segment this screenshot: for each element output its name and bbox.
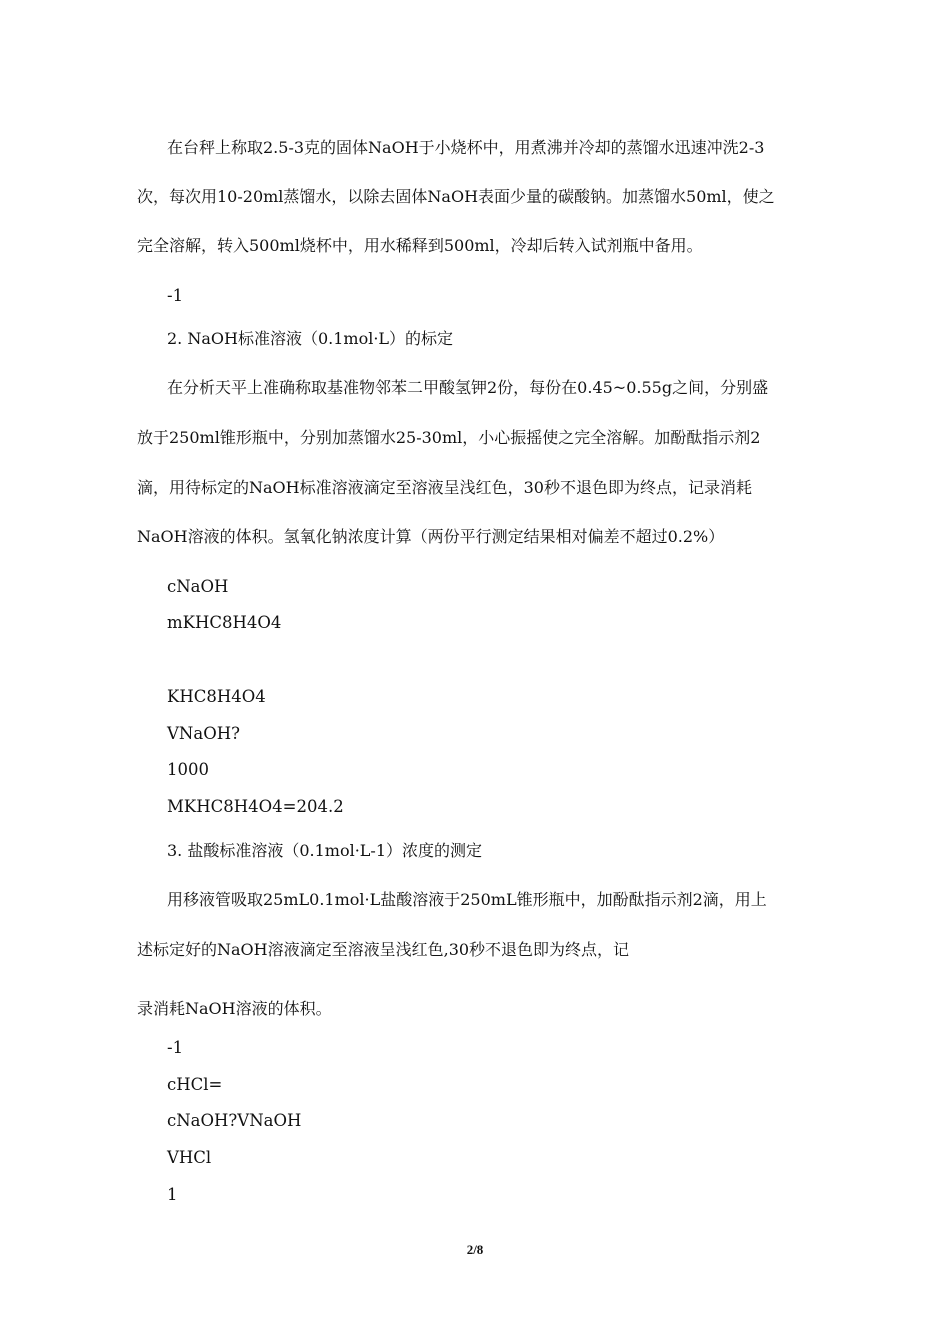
formula-line: VNaOH? xyxy=(167,724,240,743)
section-heading: 3. 盐酸标准溶液（0.1mol·L-1）浓度的测定 xyxy=(167,841,483,860)
paragraph-line: 述标定好的NaOH溶液滴定至溶液呈浅红色,30秒不退色即为终点，记 xyxy=(137,940,630,959)
paragraph-line: 滴，用待标定的NaOH标准溶液滴定至溶液呈浅红色，30秒不退色即为终点，记录消耗 xyxy=(137,478,752,497)
formula-line: cNaOH xyxy=(167,577,229,596)
formula-line: MKHC8H4O4=204.2 xyxy=(167,797,344,816)
paragraph-line: NaOH溶液的体积。氢氧化钠浓度计算（两份平行测定结果相对偏差不超过0.2%） xyxy=(137,527,725,546)
section-heading: 2. NaOH标准溶液（0.1mol·L）的标定 xyxy=(167,329,454,348)
formula-line: cNaOH?VNaOH xyxy=(167,1111,302,1130)
paragraph-line: 次，每次用10-20ml蒸馏水，以除去固体NaOH表面少量的碳酸钠。加蒸馏水50ml，使之 xyxy=(137,187,775,206)
paragraph-line: 用移液管吸取25mL0.1mol·L盐酸溶液于250mL锥形瓶中，加酚酞指示剂2滴，用上 xyxy=(167,890,767,909)
superscript-fragment: -1 xyxy=(167,1038,184,1057)
formula-line: VHCl xyxy=(167,1148,212,1167)
formula-line: KHC8H4O4 xyxy=(167,687,266,706)
formula-line: mKHC8H4O4 xyxy=(167,613,282,632)
page-number: 2/8 xyxy=(466,1242,484,1257)
superscript-fragment: -1 xyxy=(167,286,184,305)
formula-line: cHCl= xyxy=(167,1075,223,1094)
paragraph-line: 在台秤上称取2.5-3克的固体NaOH于小烧杯中，用煮沸并冷却的蒸馏水迅速冲洗2-3 xyxy=(167,138,765,157)
formula-line: 1 xyxy=(167,1185,178,1204)
paragraph-line: 在分析天平上准确称取基准物邻苯二甲酸氢钾2份，每份在0.45~0.55g之间，分别盛 xyxy=(167,378,769,397)
formula-line: 1000 xyxy=(167,760,209,779)
paragraph-line: 放于250ml锥形瓶中，分别加蒸馏水25-30ml，小心振摇使之完全溶解。加酚酞指示剂2 xyxy=(137,428,761,447)
paragraph-line: 完全溶解，转入500ml烧杯中，用水稀释到500ml，冷却后转入试剂瓶中备用。 xyxy=(137,236,703,255)
paragraph-line: 录消耗NaOH溶液的体积。 xyxy=(137,999,332,1018)
